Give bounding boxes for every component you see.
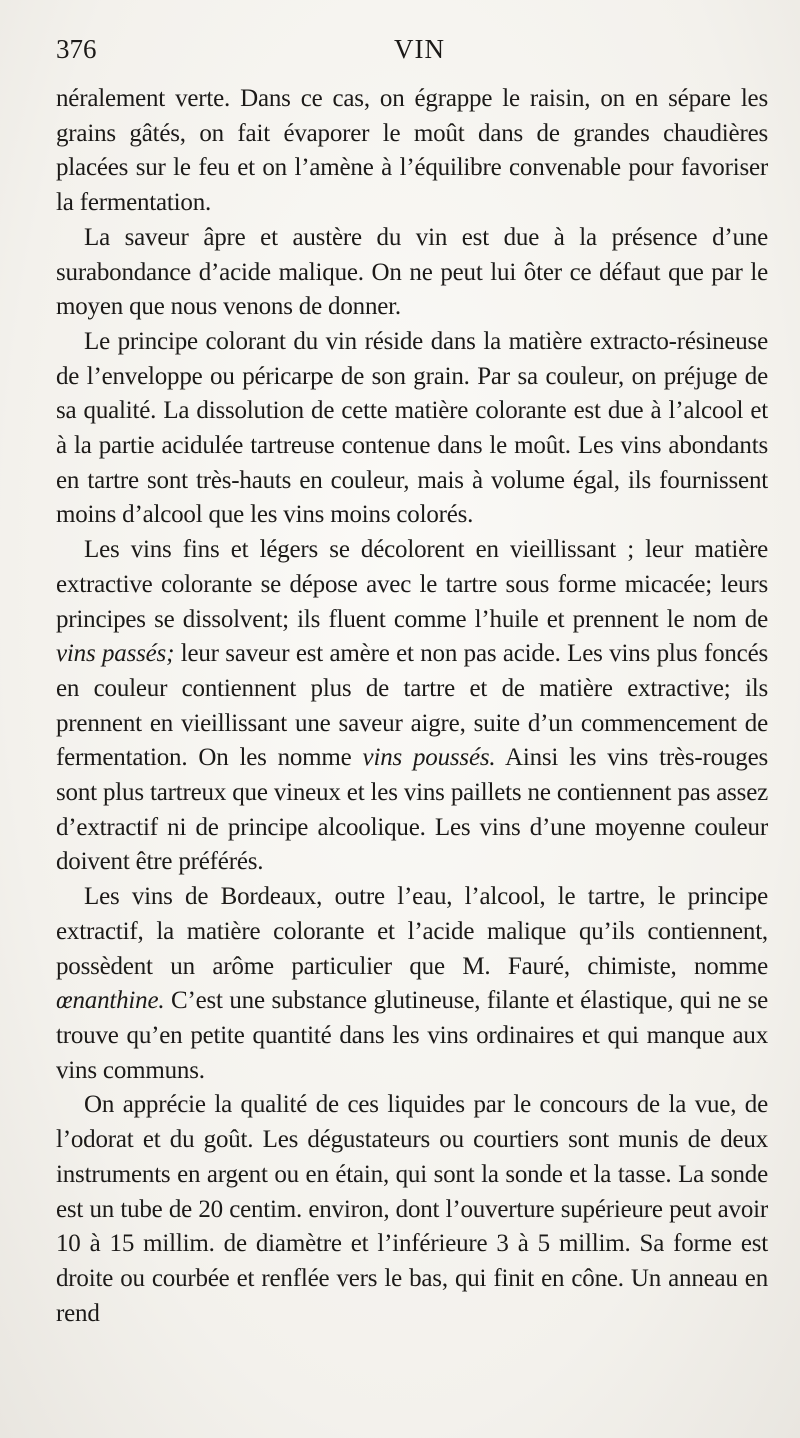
page-header bbox=[56, 34, 764, 74]
paragraph-4-text-a: Les vins fins et légers se décolorent en vieillissant ; leur matière extractive colorante se dépose avec le tartre sous forme micacée; leurs principes se dissolvent; ils fluent comme l’huile et prennent le nom de bbox=[56, 536, 768, 633]
paragraph-5-text-b: C’est une substance glutineuse, filante et élastique, qui ne se trouve qu’en petite quantité dans les vins ordinaires et qui manque aux vins communs. bbox=[56, 987, 768, 1084]
paragraph-4 bbox=[56, 533, 768, 880]
paragraph-6: On apprécie la qualité de ces liquides par le concours de la vue, de l’odorat et du goût. Les dégustateurs ou courtiers sont munis de deux instruments en argent ou en étain, qui sont la sonde et la tasse. La sonde est un tube de 20 centim. environ, dont l’ouverture supérieure peut avoir 10 à 15 millim. de diamètre et l’inférieure 3 à 5 millim. Sa forme est droite ou courbée et renflée vers le bas, qui finit en cône. Un anneau en rend bbox=[56, 1091, 768, 1327]
paragraph-4-text-c: Ainsi les vins très-rouges sont plus tartreux que vineux et les vins paillets ne contiennent pas assez d’extractif ni de principe alcoolique. Les vins d’une moyenne couleur doivent être préférés. bbox=[56, 744, 768, 876]
paragraph-3: Le principe colorant du vin réside dans la matière extracto-résineuse de l’enveloppe ou péricarpe de son grain. Par sa couleur, on préjuge de sa qualité. La dissolution de cette matière colorante est due à l’alcool et à la partie acidulée tartreuse contenue dans le moût. Les vins abondants en tartre sont très-hauts en couleur, mais à volume égal, ils fournissent moins d’alcool que les vins moins colorés. bbox=[56, 327, 768, 529]
body-text bbox=[56, 82, 768, 1331]
running-head: VIN bbox=[394, 34, 445, 64]
page-number: 376 bbox=[56, 34, 97, 64]
term-vins-passes: vins passés; bbox=[56, 640, 175, 668]
paragraph-5-text-a: Les vins de Bordeaux, outre l’eau, l’alcool, le tartre, le principe extractif, la matière colorante et l’acide malique qu’ils contiennent, possèdent un arôme particulier que M. Fauré, chimiste, nomme bbox=[56, 883, 768, 980]
paragraph-1: néralement verte. Dans ce cas, on égrappe le raisin, on en sépare les grains gâtés, on fait évaporer le moût dans de grandes chaudières placées sur le feu et on l’amène à l’équilibre convenable pour favoriser la fermentation. bbox=[56, 85, 768, 217]
paragraph-4-text-b: leur saveur est amère et non pas acide. Les vins plus foncés en couleur contiennent plus de tartre et de matière extractive; ils prennent en vieillissant une saveur aigre, suite d’un commencement de fermentation. On les nomme bbox=[56, 640, 769, 772]
paragraph-5 bbox=[56, 880, 768, 1088]
term-vins-pousses: vins poussés. bbox=[362, 744, 496, 772]
paragraph-2: La saveur âpre et austère du vin est due à la présence d’une surabondance d’acide malique. On ne peut lui ôter ce défaut que par le moyen que nous venons de donner. bbox=[56, 223, 768, 321]
term-oenanthine: œnanthine. bbox=[56, 987, 165, 1015]
